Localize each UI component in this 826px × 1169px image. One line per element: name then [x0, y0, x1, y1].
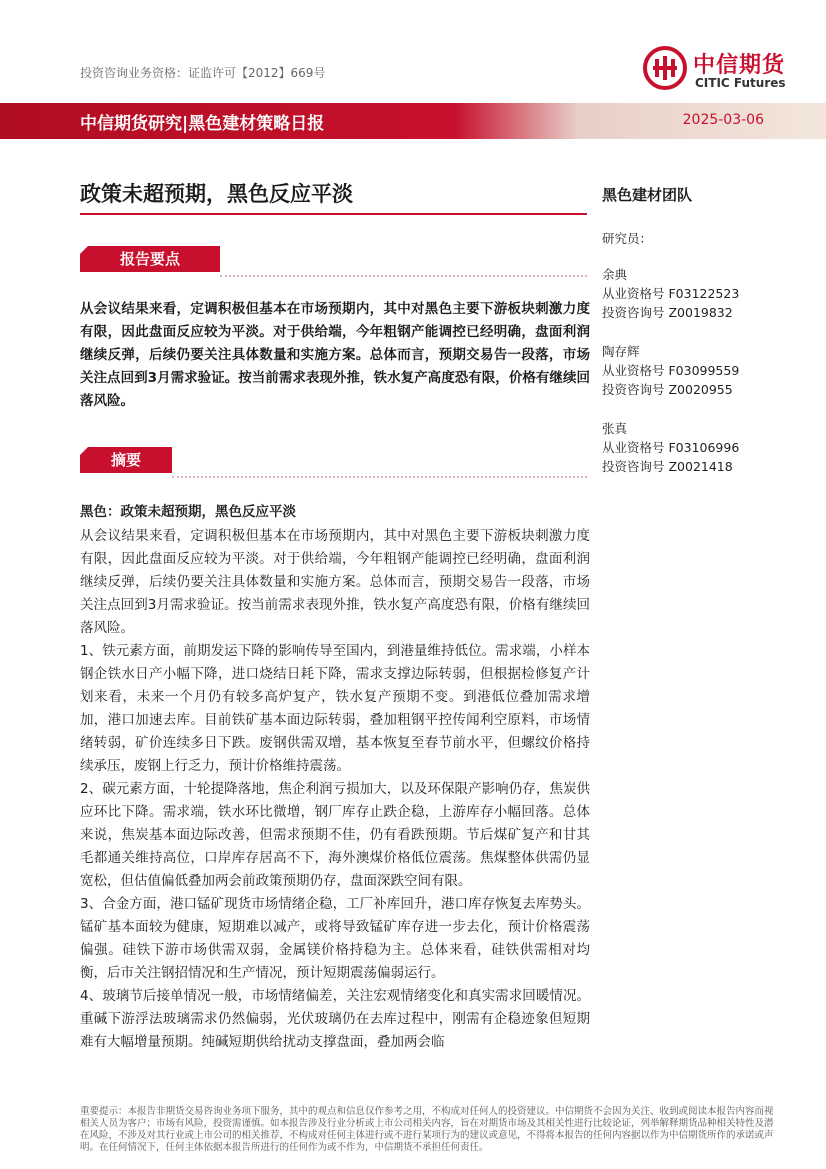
summary-paragraph: 从会议结果来看，定调积极但基本在市场预期内，其中对黑色主要下游板块刺激力度有限，因此盘面反应较为平淡。对于供给端，今年粗钢产能调控已经明确，盘面利润继续反弹，后续仍要关注具体数量和实施方案。总体而言，预期交易告一段落，市场关注点回到3月需求验证。按当前需求表现外推，铁水复产高度恐有限，价格有继续回落风险。 — [80, 528, 590, 636]
consulting-number: 投资咨询号 Z0021418 — [602, 459, 733, 474]
summary-header — [80, 447, 587, 473]
summary-paragraph: 2、碳元素方面，十轮提降落地，焦企利润亏损加大，以及环保限产影响仍存，焦炭供应环比下降。需求端，铁水环比微增，钢厂库存止跌企稳，上游库存小幅回落。总体来说，焦炭基本面边际改善，但需求预期不佳，仍有看跌预期。节后煤矿复产和甘其毛都通关维持高位，口岸库存居高不下，海外澳煤价格低位震荡。焦煤整体供需仍显宽松，但估值偏低叠加两会前政策预期仍存，盘面深跌空间有限。 — [80, 781, 590, 889]
researcher-name: 陶存辉 — [602, 344, 640, 359]
banner-title: 中信期货研究|黑色建材策略日报 — [80, 114, 325, 134]
summary-subtitle: 黑色：政策未超预期，黑色反应平淡 — [80, 504, 296, 520]
section-dotted-line — [172, 476, 587, 478]
team-title: 黑色建材团队 — [602, 186, 693, 204]
key-points-header — [80, 246, 587, 272]
page-title: 政策未超预期，黑色反应平淡 — [80, 182, 353, 206]
key-points-text: 从会议结果来看，定调积极但基本在市场预期内，其中对黑色主要下游板块刺激力度有限，因此盘面反应较为平淡。对于供给端，今年粗钢产能调控已经明确，盘面利润继续反弹，后续仍要关注具体数量和实施方案。总体而言，预期交易告一段落，市场关注点回到3月需求验证。按当前需求表现外推，铁水复产高度恐有限，价格有继续回落风险。 — [80, 301, 590, 409]
qualification-number: 从业资格号 F03099559 — [602, 363, 740, 378]
key-points-tab: 报告要点 — [80, 246, 220, 272]
logo-en-text: CITIC Futures — [695, 76, 786, 90]
summary-body — [80, 525, 590, 1054]
report-date: 2025-03-06 — [682, 112, 764, 128]
report-banner — [0, 103, 826, 139]
logo-cn-text: 中信期货 — [693, 53, 786, 78]
section-underline — [80, 472, 172, 473]
section-underline — [80, 271, 220, 272]
company-logo — [643, 46, 813, 96]
summary-paragraph: 4、玻璃节后接单情况一般，市场情绪偏差，关注宏观情绪变化和真实需求回暖情况。重碱下游浮法玻璃需求仍然偏弱，光伏玻璃仍在去库过程中，刚需有企稳迹象但短期难有大幅增量预期。纯碱短期供给扰动支撑盘面，叠加两会临 — [80, 988, 590, 1050]
consulting-number: 投资咨询号 Z0019832 — [602, 305, 733, 320]
qualification-number: 从业资格号 F03106996 — [602, 440, 740, 455]
title-divider — [80, 213, 587, 215]
researcher-label: 研究员： — [602, 231, 653, 246]
summary-tab: 摘要 — [80, 447, 172, 473]
qualification-number: 从业资格号 F03122523 — [602, 286, 740, 301]
citic-logo-icon — [643, 46, 687, 90]
researcher-card — [602, 342, 802, 399]
summary-paragraph: 3、合金方面，港口锰矿现货市场情绪企稳，工厂补库回升，港口库存恢复去库势头。锰矿基本面较为健康，短期难以减产，或将导致锰矿库存进一步去化，预计价格震荡偏强。硅铁下游市场供需双弱，金属镁价格持稳为主。总体来看，硅铁供需相对均衡，后市关注钢招情况和生产情况，预计短期震荡偏弱运行。 — [80, 896, 590, 981]
researcher-card — [602, 419, 802, 476]
license-text: 投资咨询业务资格：证监许可【2012】669号 — [80, 66, 326, 80]
researcher-name: 余典 — [602, 267, 628, 282]
researcher-name: 张真 — [602, 421, 628, 436]
summary-paragraph: 1、铁元素方面，前期发运下降的影响传导至国内，到港量维持低位。需求端，小样本钢企铁水日产小幅下降，进口烧结日耗下降，需求支撑边际转弱，但根据检修复产计划来看，未来一个月仍有较多高炉复产，铁水复产预期不变。到港低位叠加需求增加，港口加速去库。目前铁矿基本面边际转弱，叠加粗钢平控传闻利空原料，市场情绪转弱，矿价连续多日下跌。废钢供需双增，基本恢复至春节前水平，但螺纹价格持续承压，废钢上行乏力，预计价格维持震荡。 — [80, 643, 590, 774]
section-dotted-line — [220, 275, 587, 277]
consulting-number: 投资咨询号 Z0020955 — [602, 382, 733, 397]
disclaimer-text: 重要提示：本报告非期货交易咨询业务项下服务，其中的观点和信息仅作参考之用，不构成对任何人的投资建议。中信期货不会因为关注、收到或阅读本报告内容而视相关人员为客户；市场有风险，投资需谨慎。如本报告涉及行业分析或上市公司相关内容，旨在对期货市场及其相关性进行比较论证，列举解释期货品种相关特性及潜在风险，不涉及对其行业或上市公司的相关推荐，不构成对任何主体进行或不进行某项行为的建议或意见，不得将本报告的任何内容据以作为中信期货所作的承诺或声明。在任何情况下，任何主体依据本报告所进行的任何作为或不作为，中信期货不承担任何责任。 — [80, 1106, 774, 1153]
researcher-card — [602, 265, 802, 322]
